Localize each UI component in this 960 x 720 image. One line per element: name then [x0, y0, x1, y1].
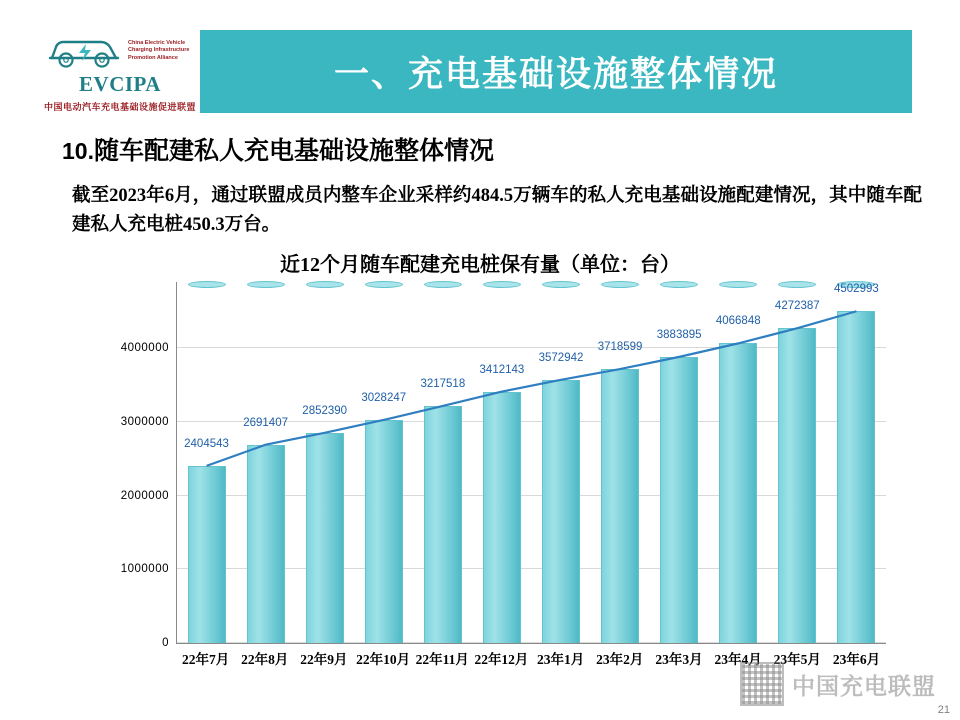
y-axis-tick-label: 3000000 — [120, 415, 169, 428]
bar-column — [768, 282, 827, 643]
bar — [542, 380, 580, 643]
bar-cap — [660, 281, 698, 288]
bar-cap — [424, 281, 462, 288]
bar-value-label: 3718599 — [597, 341, 643, 354]
bar — [188, 466, 226, 643]
bar-value-label: 4272387 — [774, 300, 820, 313]
evcipa-logo — [40, 26, 200, 118]
chart-plot-area — [120, 282, 886, 649]
y-axis-tick-label: 2000000 — [120, 489, 169, 502]
logo-brand-text: EVCIPA — [79, 72, 161, 96]
page-title: 一、充电基础设施整体情况 — [333, 54, 778, 94]
bar-column — [591, 282, 650, 643]
x-axis-tick-label: 22年12月 — [474, 652, 529, 667]
x-axis-tick-label: 22年10月 — [356, 652, 411, 667]
y-axis-tick-label: 1000000 — [120, 563, 169, 576]
qr-code-icon — [740, 662, 784, 706]
bar-value-label: 2852390 — [302, 404, 348, 417]
bar-cap — [542, 281, 580, 288]
bar-value-label: 4502993 — [834, 283, 879, 296]
bar-cap — [601, 281, 639, 288]
bar — [306, 433, 344, 643]
x-axis-tick-label: 23年6月 — [832, 652, 881, 667]
bar-chart — [96, 282, 896, 682]
bar — [660, 357, 698, 643]
bar — [601, 369, 639, 643]
bar-value-label: 2691407 — [243, 416, 288, 429]
header-band — [200, 30, 912, 113]
logo-chinese-text: 中国电动汽车充电基础设施促进联盟 — [43, 102, 196, 112]
bar-cap — [719, 281, 757, 288]
x-axis-tick-label: 23年5月 — [773, 652, 821, 667]
bar-cap — [365, 281, 403, 288]
bar-cap — [483, 281, 521, 288]
logo-english-text: China Electric Vehicle Charging Infrastructure Promotion Alliance — [128, 39, 190, 61]
bar-column — [709, 282, 768, 643]
x-axis-tick-label: 23年1月 — [536, 652, 585, 667]
bar-value-label: 3572942 — [538, 351, 584, 364]
bar — [424, 406, 462, 643]
bar-value-label: 3412143 — [479, 363, 525, 376]
bar-column — [236, 282, 295, 643]
watermark-text: 中国充电联盟 — [792, 673, 936, 699]
page-number: 21 — [937, 704, 950, 716]
section-paragraph: 截至2023年6月，通过联盟成员内整车企业采样约484.5万辆车的私人充电基础设施配建情况，其中随车配建私人充电桩450.3万台。 — [72, 186, 922, 235]
chart-title: 近12个月随车配建充电桩保有量（单位：台） — [280, 254, 680, 276]
bar-value-label: 3883895 — [656, 328, 702, 341]
watermark — [740, 662, 936, 706]
bar — [365, 420, 403, 643]
x-axis-tick-label: 23年4月 — [714, 652, 762, 667]
y-axis-tick-label: 0 — [162, 637, 169, 649]
bar-column — [354, 282, 413, 643]
bar-value-label: 4066848 — [715, 315, 761, 328]
bar-cap — [247, 281, 285, 288]
electric-car-icon — [46, 31, 124, 71]
bar-column — [177, 282, 236, 643]
bar-cap — [188, 281, 226, 288]
logo-top-row — [46, 31, 194, 71]
bar-column — [413, 282, 472, 643]
bar-column — [531, 282, 590, 643]
section-heading-text: 随车配建私人充电基础设施整体情况 — [93, 138, 494, 165]
bar — [837, 311, 875, 643]
y-axis-tick-label: 4000000 — [120, 342, 169, 355]
section-number: 10. — [62, 138, 94, 164]
bar — [778, 328, 816, 643]
bar-value-label: 3217518 — [420, 377, 466, 390]
bar-column — [827, 282, 886, 643]
bar-value-label: 2404543 — [184, 437, 229, 450]
x-axis-tick-label: 22年8月 — [241, 652, 289, 667]
x-axis-tick-label: 23年2月 — [596, 652, 644, 667]
bar — [247, 445, 285, 643]
bar-column — [472, 282, 531, 643]
bar-value-label: 3028247 — [361, 391, 407, 404]
section-heading — [62, 131, 494, 167]
chart-bars — [177, 282, 886, 643]
bar-cap — [306, 281, 344, 288]
bar — [719, 343, 757, 643]
bar-column — [650, 282, 709, 643]
x-axis-tick-label: 22年7月 — [181, 652, 230, 667]
bar-cap — [778, 281, 816, 288]
x-axis-tick-label: 22年9月 — [300, 652, 348, 667]
bar — [483, 392, 521, 643]
bar-column — [295, 282, 354, 643]
x-axis-tick-label: 23年3月 — [655, 652, 703, 667]
x-axis-tick-label: 22年11月 — [415, 652, 469, 667]
